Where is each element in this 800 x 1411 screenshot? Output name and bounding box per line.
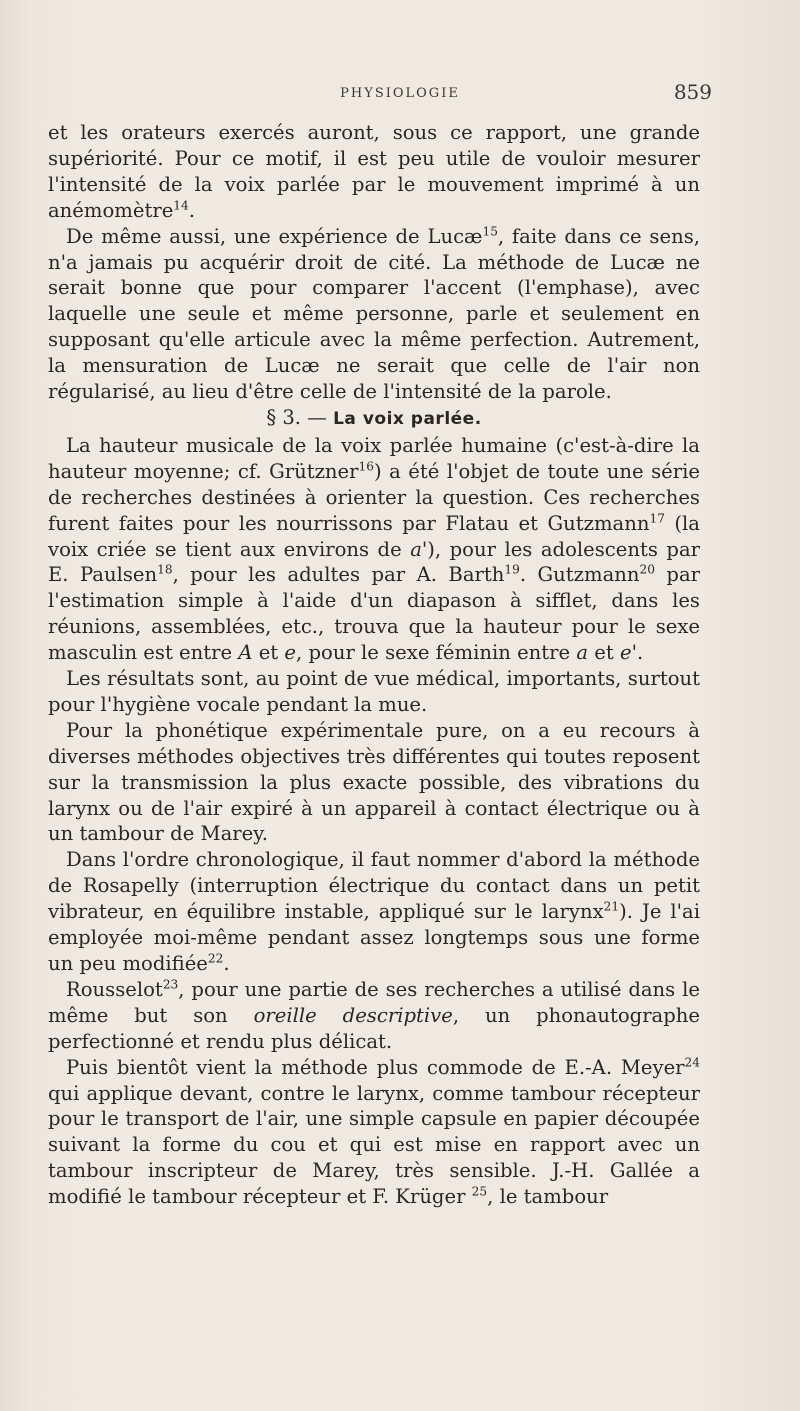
paragraph: La hauteur musicale de la voix parlée humaine (c'est-à-dire la hauteur moyenne; cf. Grützner$^{16}$) a été l'objet de toute une série de recherches destinées à orienter la question. Ces recherches furent faites pour les nourrissons par Flatau et Gutzmann$^{17}$ (la voix criée se tient aux environs de a'), pour les adolescents par E. Paulsen$^{18}$, pour les adultes par A. Barth$^{19}$. Gutzmann$^{20}$ par l'estimation simple à l'aide d'un diapason à sifflet, dans les réunions, assemblées, etc., trouva que la hauteur pour le sexe masculin est entre A et e, pour le sexe féminin entre a et e'. [48,433,700,665]
footnote-ref: 18 [157,562,173,577]
footnote-ref: 20 [639,562,655,577]
footnote-ref: 23 [162,977,179,992]
footnote-ref: 15 [482,224,498,239]
paragraph: Dans l'ordre chronologique, il faut nommer d'abord la méthode de Rosapelly (interruption électrique du contact dans un petit vibrateur, en équilibre instable, appliqué sur le larynx$^{21}$). Je l'ai employée moi-même pendant assez longtemps sous une forme un peu modifiée$^{22}$. [48,848,700,975]
page-number: 859 [673,80,712,104]
paragraph: Les résultats sont, au point de vue médical, importants, surtout pour l'hygiène vocale pendant la mue. [48,667,700,716]
section-heading: § 3. — La voix parlée. [266,405,482,429]
footnote-ref: 17 [649,511,665,526]
paragraph: et les orateurs exercés auront, sous ce rapport, une grande supériorité. Pour ce motif, il est peu utile de vouloir mesurer l'intensité de la voix parlée par le mouvement imprimé à un anémomètre$^{14}$. [48,121,700,222]
emphasis: oreille descriptive [253,1003,453,1027]
footnote-ref: 16 [358,459,374,474]
paragraph: Puis bientôt vient la méthode plus commode de E.-A. Meyer$^{24}$ qui applique devant, contre le larynx, comme tambour récepteur pour le transport de l'air, une simple capsule en papier découpée suivant la forme du cou et qui est mise en rapport avec un tambour inscripteur de Marey, très sensible. J.-H. Gallée a modifié le tambour récepteur et F. Krüger $^{25}$, le tambour [48,1055,700,1209]
running-header-title: PHYSIOLOGIE [340,86,460,101]
footnote-ref: 14 [173,198,189,213]
footnote-ref: 21 [603,899,620,914]
section-title: La voix parlée. [333,408,482,429]
paragraph: Rousselot$^{23}$, pour une partie de ses recherches a utilisé dans le même but son oreille descriptive, un phonautographe perfectionné et rendu plus délicat. [48,977,700,1053]
footnote-ref: 22 [207,951,224,966]
footnote-ref: 24 [684,1055,700,1070]
paragraph: Pour la phonétique expérimentale pure, on a eu recours à diverses méthodes objectives très différentes qui toutes reposent sur la transmission la plus exacte possible, des vibrations du larynx ou de l'air expiré à un appareil à contact électrique ou à un tambour de Marey. [48,718,700,846]
body-text [48,120,700,1210]
footnote-ref: 19 [504,562,520,577]
paragraph: De même aussi, une expérience de Lucæ$^{15}$, faite dans ce sens, n'a jamais pu acquérir droit de cité. La méthode de Lucæ ne serait bonne que pour comparer l'accent (l'emphase), avec laquelle une seule et même personne, parle et seulement en supposant qu'elle articule avec la même perfection. Autrement, la mensuration de Lucæ ne serait que celle de l'air non régularisé, au lieu d'être celle de l'intensité de la parole. [48,224,700,404]
footnote-ref: 25 [471,1184,488,1199]
